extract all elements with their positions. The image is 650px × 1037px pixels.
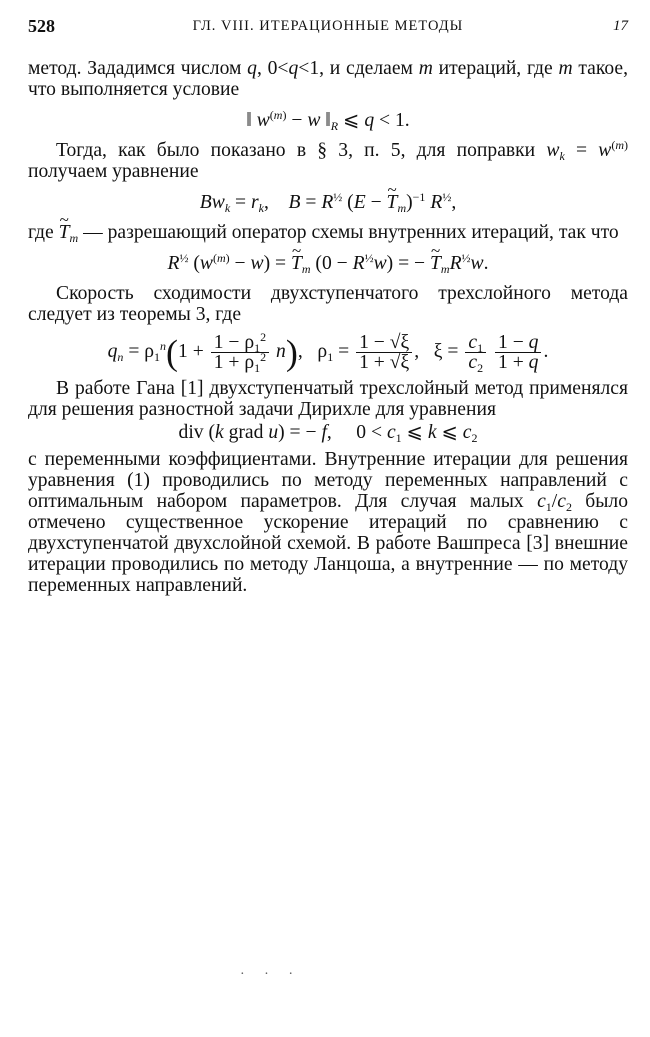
running-title: ГЛ. VIII. ИТЕРАЦИОННЫЕ МЕТОДЫ — [192, 18, 464, 34]
formula-convergence-rate: $q_n = \rho_1^n(1$ + $\frac{1 - \rho_1^2}{1 + \rho_1^2}$ n), $\rho_1$ = $\frac{1 - √\xi}{1 + √\xi}$ , ξ = $\frac{c_1}{c_2}$ $\frac{1 - q}{1 + q}$ . — [107, 330, 549, 375]
formula-convergence-condition: ‖ $w^{(m)} - w$ $‖_R$ ⩽ q < 1. — [246, 108, 410, 133]
page-number: 528 — [28, 16, 55, 36]
page-body — [28, 58, 628, 596]
paragraph: В работе Гана [1] двухступенчатый трехслойный метод применялся для решения разностной задачи Дирихле для уравнения — [28, 378, 628, 420]
formula-dirichlet-equation: div (k grad u) = − f, $0 < c_1$ ⩽ k ⩽ $c_2$ — [178, 422, 478, 445]
paragraph: где ~ $T_m$ — разрешающий оператор схемы внутренних итераций, так что — [28, 222, 628, 243]
formula-resolving-operator: $R^{\frac{1}{2}}$ $(w^{(m)} - w)$ = ~ $T_m$ $(0 - R^{\frac{1}{2}}w)$ = − ~ $T_mR^{\frac{1}{2}}w$. — [28, 253, 628, 274]
signature-mark: 17 — [613, 18, 628, 34]
paragraph: Скорость сходимости двухступенчатого трехслойного метода следует из теоремы 3, где — [28, 283, 628, 325]
paragraph: Тогда, как было показано в § 3, п. 5, для поправки $w_k = w^{(m)}$ получаем уравнение — [28, 138, 628, 182]
paragraph: метод. Зададимся числом q, 0<q<1, и сделаем m итераций, где m такое, что выполняется условие — [28, 58, 629, 100]
formula-correction-equation: $Bw_k = r_k$, $B = R^{\frac{1}{2}}$ (E − ~ $T_m)^{-1}$ $R^{\frac{1}{2}}$, — [28, 192, 628, 213]
page-header — [28, 16, 628, 42]
paragraph: с переменными коэффициентами. Внутренние итерации для решения уравнения (1) проводились по методу переменных направлений с оптимальным набором параметров. Для случая малых $c_1/c_2$ было отмечено существенное ускорение итераций по сравнению с двухступенчатой двухслойной схемой. В работе Вашпреса [3] внешние итерации проводились по методу Ланцоша, а внутренние — по методу переменных направлений. — [28, 449, 628, 596]
print-specks: · · · — [240, 967, 301, 982]
